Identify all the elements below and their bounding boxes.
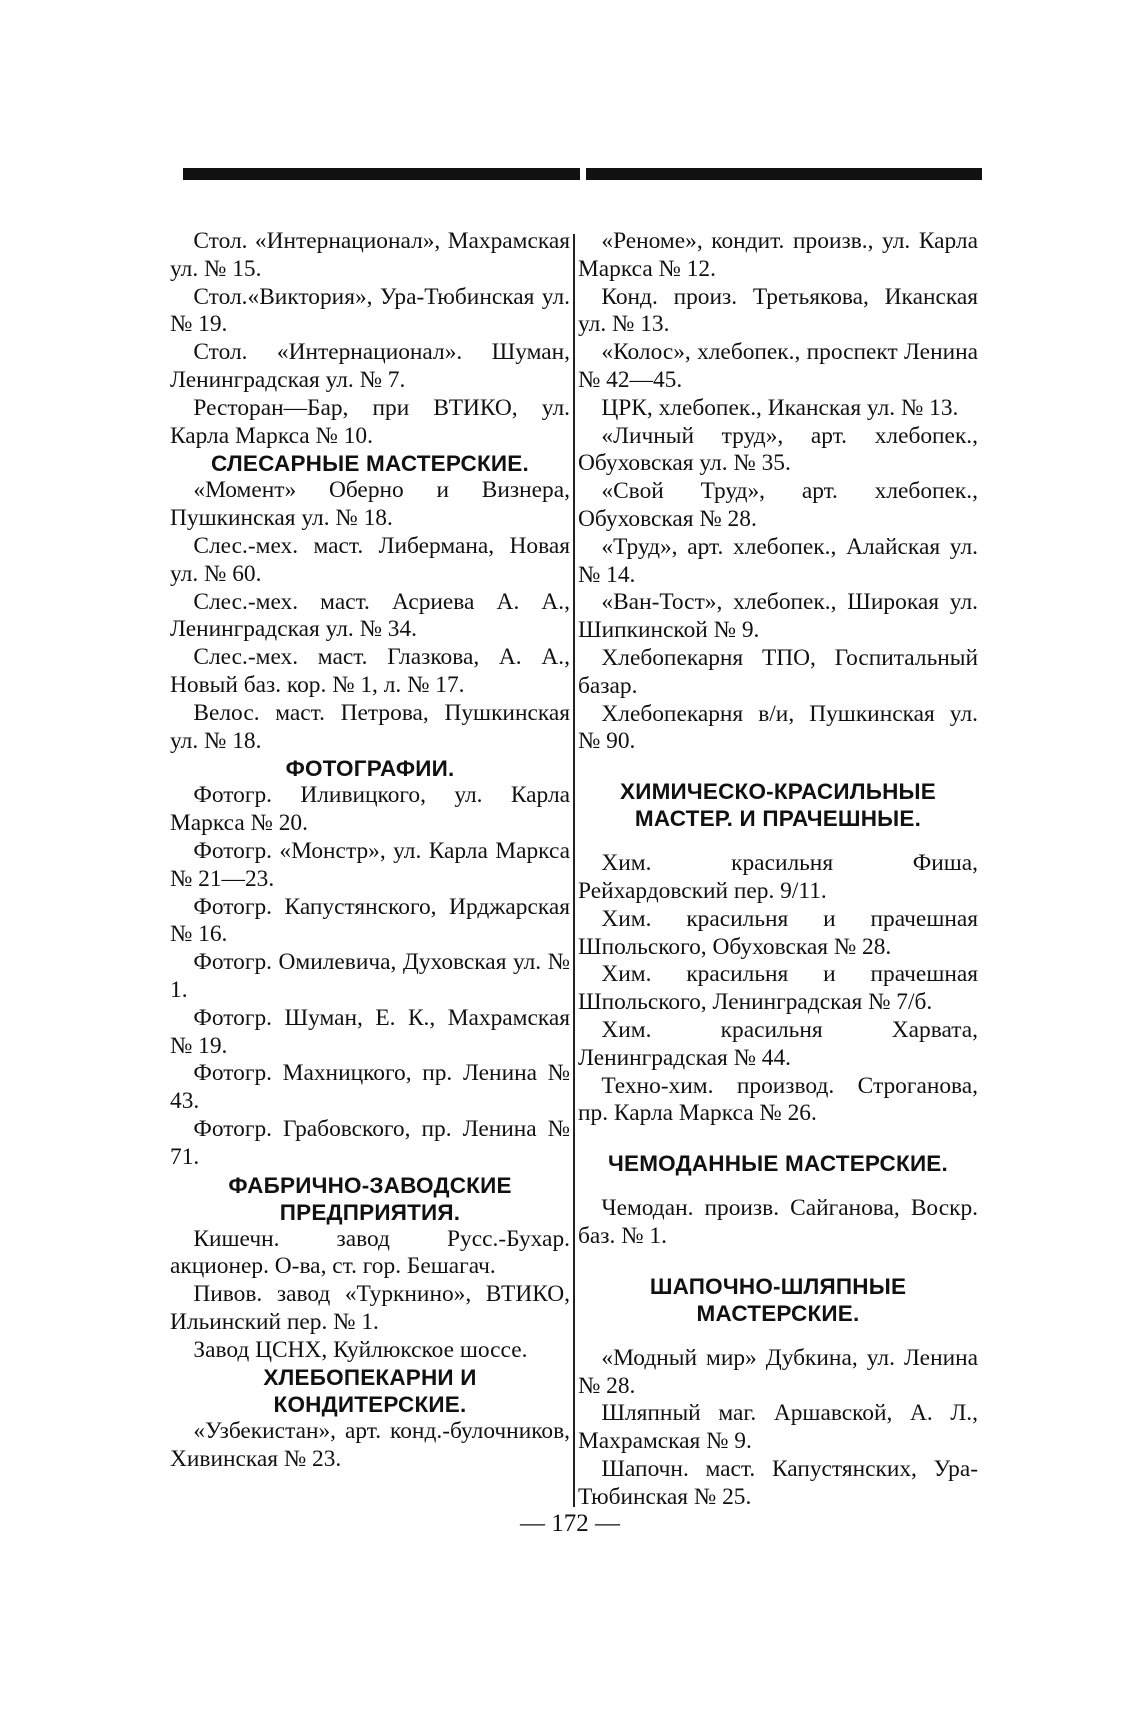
section-heading: ХЛЕБОПЕКАРНИ И КОНДИТЕРСКИЕ. [263, 1365, 477, 1418]
section-heading: ЧЕМОДАННЫЕ МАСТЕРСКИЕ. [608, 1151, 948, 1177]
directory-entry: Фотогр. Махницкого, пр. Ленина № 43. [170, 1060, 570, 1115]
directory-entry: «Личный труд», арт. хлебопек., Обуховская ул. № 35. [578, 422, 978, 477]
directory-entry: Фотогр. Грабовского, пр. Ленина № 71. [170, 1115, 570, 1170]
header-rule-right [586, 168, 982, 180]
directory-entry: «Модный мир» Дубкина, ул. Ленина № 28. [578, 1344, 978, 1399]
directory-entry: Хим. красильня и прачешная Шпольского, Ленинградская № 7/б. [578, 961, 978, 1016]
directory-entry: Стол. «Интернационал», Махрамская ул. № 15. [170, 228, 570, 282]
directory-entry: Фотогр. Омилевича, Духовская ул. № 1. [170, 949, 570, 1003]
directory-entry: Шляпный маг. Аршавской, А. Л., Махрамская № 9. [578, 1400, 978, 1455]
section-heading: ФАБРИЧНО-ЗАВОДСКИЕ ПРЕДПРИЯТИЯ. [228, 1172, 512, 1225]
directory-entry: Чемодан. произв. Сайганова, Воскр. баз. № 1. [578, 1195, 978, 1249]
directory-entry: Хим. красильня Харвата, Ленинградская № 44. [578, 1016, 978, 1071]
directory-entry: Хим. красильня Фиша, Рейхардовский пер. 9/11. [578, 850, 978, 904]
directory-entry: Конд. произ. Третьякова, Иканская ул. № 13. [578, 283, 978, 338]
header-rule-left [183, 168, 580, 180]
directory-entry: Ресторан—Бар, при ВТИКО, ул. Карла Маркса № 10. [170, 394, 570, 449]
section-heading: ХИМИЧЕСКО-КРАСИЛЬНЫЕ МАСТЕР. И ПРАЧЕШНЫЕ. [619, 779, 936, 832]
directory-entry: Слес.-мех. маст. Асриева А. А., Ленинградская ул. № 34. [170, 588, 570, 643]
directory-entry: Техно-хим. производ. Строганова, пр. Карла Маркса № 26. [578, 1072, 978, 1127]
directory-entry: Фотогр. Иливицкого, ул. Карла Маркса № 20. [170, 782, 570, 837]
right-column [578, 228, 978, 1511]
directory-entry: Пивов. завод «Туркнино», ВТИКО, Ильинский пер. № 1. [170, 1281, 570, 1335]
directory-entry: «Ван-Тост», хлебопек., Широкая ул. Шипкинской № 9. [578, 589, 978, 644]
directory-entry: Завод ЦСНХ, Куйлюкское шоссе. [193, 1336, 528, 1363]
directory-entry: «Узбекистан», арт. конд.-булочников, Хивинская № 23. [170, 1418, 570, 1473]
column-divider [573, 234, 575, 1507]
left-column [170, 228, 570, 1474]
directory-entry: «Реноме», кондит. произв., ул. Карла Маркса № 12. [578, 228, 978, 282]
directory-entry: Стол.«Виктория», Ура-Тюбинская ул. № 19. [170, 283, 570, 338]
section-heading: СЛЕСАРНЫЕ МАСТЕРСКИЕ. [211, 451, 529, 477]
directory-entry: Слес.-мех. маст. Глазкова, А. А., Новый баз. кор. № 1, л. № 17. [170, 644, 570, 698]
directory-entry: Кишечн. завод Русс.-Бухар. акционер. О-ва, ст. гор. Бешагач. [170, 1225, 570, 1280]
section-heading: ФОТОГРАФИИ. [285, 756, 455, 782]
directory-entry: Фотогр. «Монстр», ул. Карла Маркса № 21—23. [170, 837, 570, 892]
directory-entry: Шапочн. маст. Капустянских, Ура-Тюбинская № 25. [578, 1455, 978, 1510]
directory-entry: «Колос», хлебопек., проспект Ленина № 42—45. [578, 339, 978, 393]
directory-entry: «Момент» Оберно и Визнера, Пушкинская ул. № 18. [170, 477, 570, 532]
directory-entry: Стол. «Интернационал». Шуман, Ленинградская ул. № 7. [170, 339, 570, 393]
directory-entry: Фотогр. Капустянского, Ирджарская № 16. [170, 893, 570, 948]
directory-entry: Хлебопекарня ТПО, Госпитальный базар. [578, 644, 978, 699]
directory-entry: Хим. красильня и прачешная Шпольского, Обуховская № 28. [578, 905, 978, 960]
directory-entry: Велос. маст. Петрова, Пушкинская ул. № 18. [170, 699, 570, 754]
directory-entry: Хлебопекарня в/и, Пушкинская ул. № 90. [578, 700, 978, 755]
directory-entry: «Труд», арт. хлебопек., Алайская ул. № 14. [578, 533, 978, 588]
page-number: — 172 — [520, 1510, 620, 1537]
directory-entry: «Свой Труд», арт. хлебопек., Обуховская № 28. [578, 478, 978, 532]
section-heading: ШАПОЧНО-ШЛЯПНЫЕ МАСТЕРСКИЕ. [649, 1273, 907, 1326]
directory-entry: Фотогр. Шуман, Е. К., Махрамская № 19. [170, 1004, 570, 1059]
directory-entry: Слес.-мех. маст. Либермана, Новая ул. № 60. [170, 532, 570, 587]
directory-entry: ЦРК, хлебопек., Иканская ул. № 13. [601, 394, 959, 421]
